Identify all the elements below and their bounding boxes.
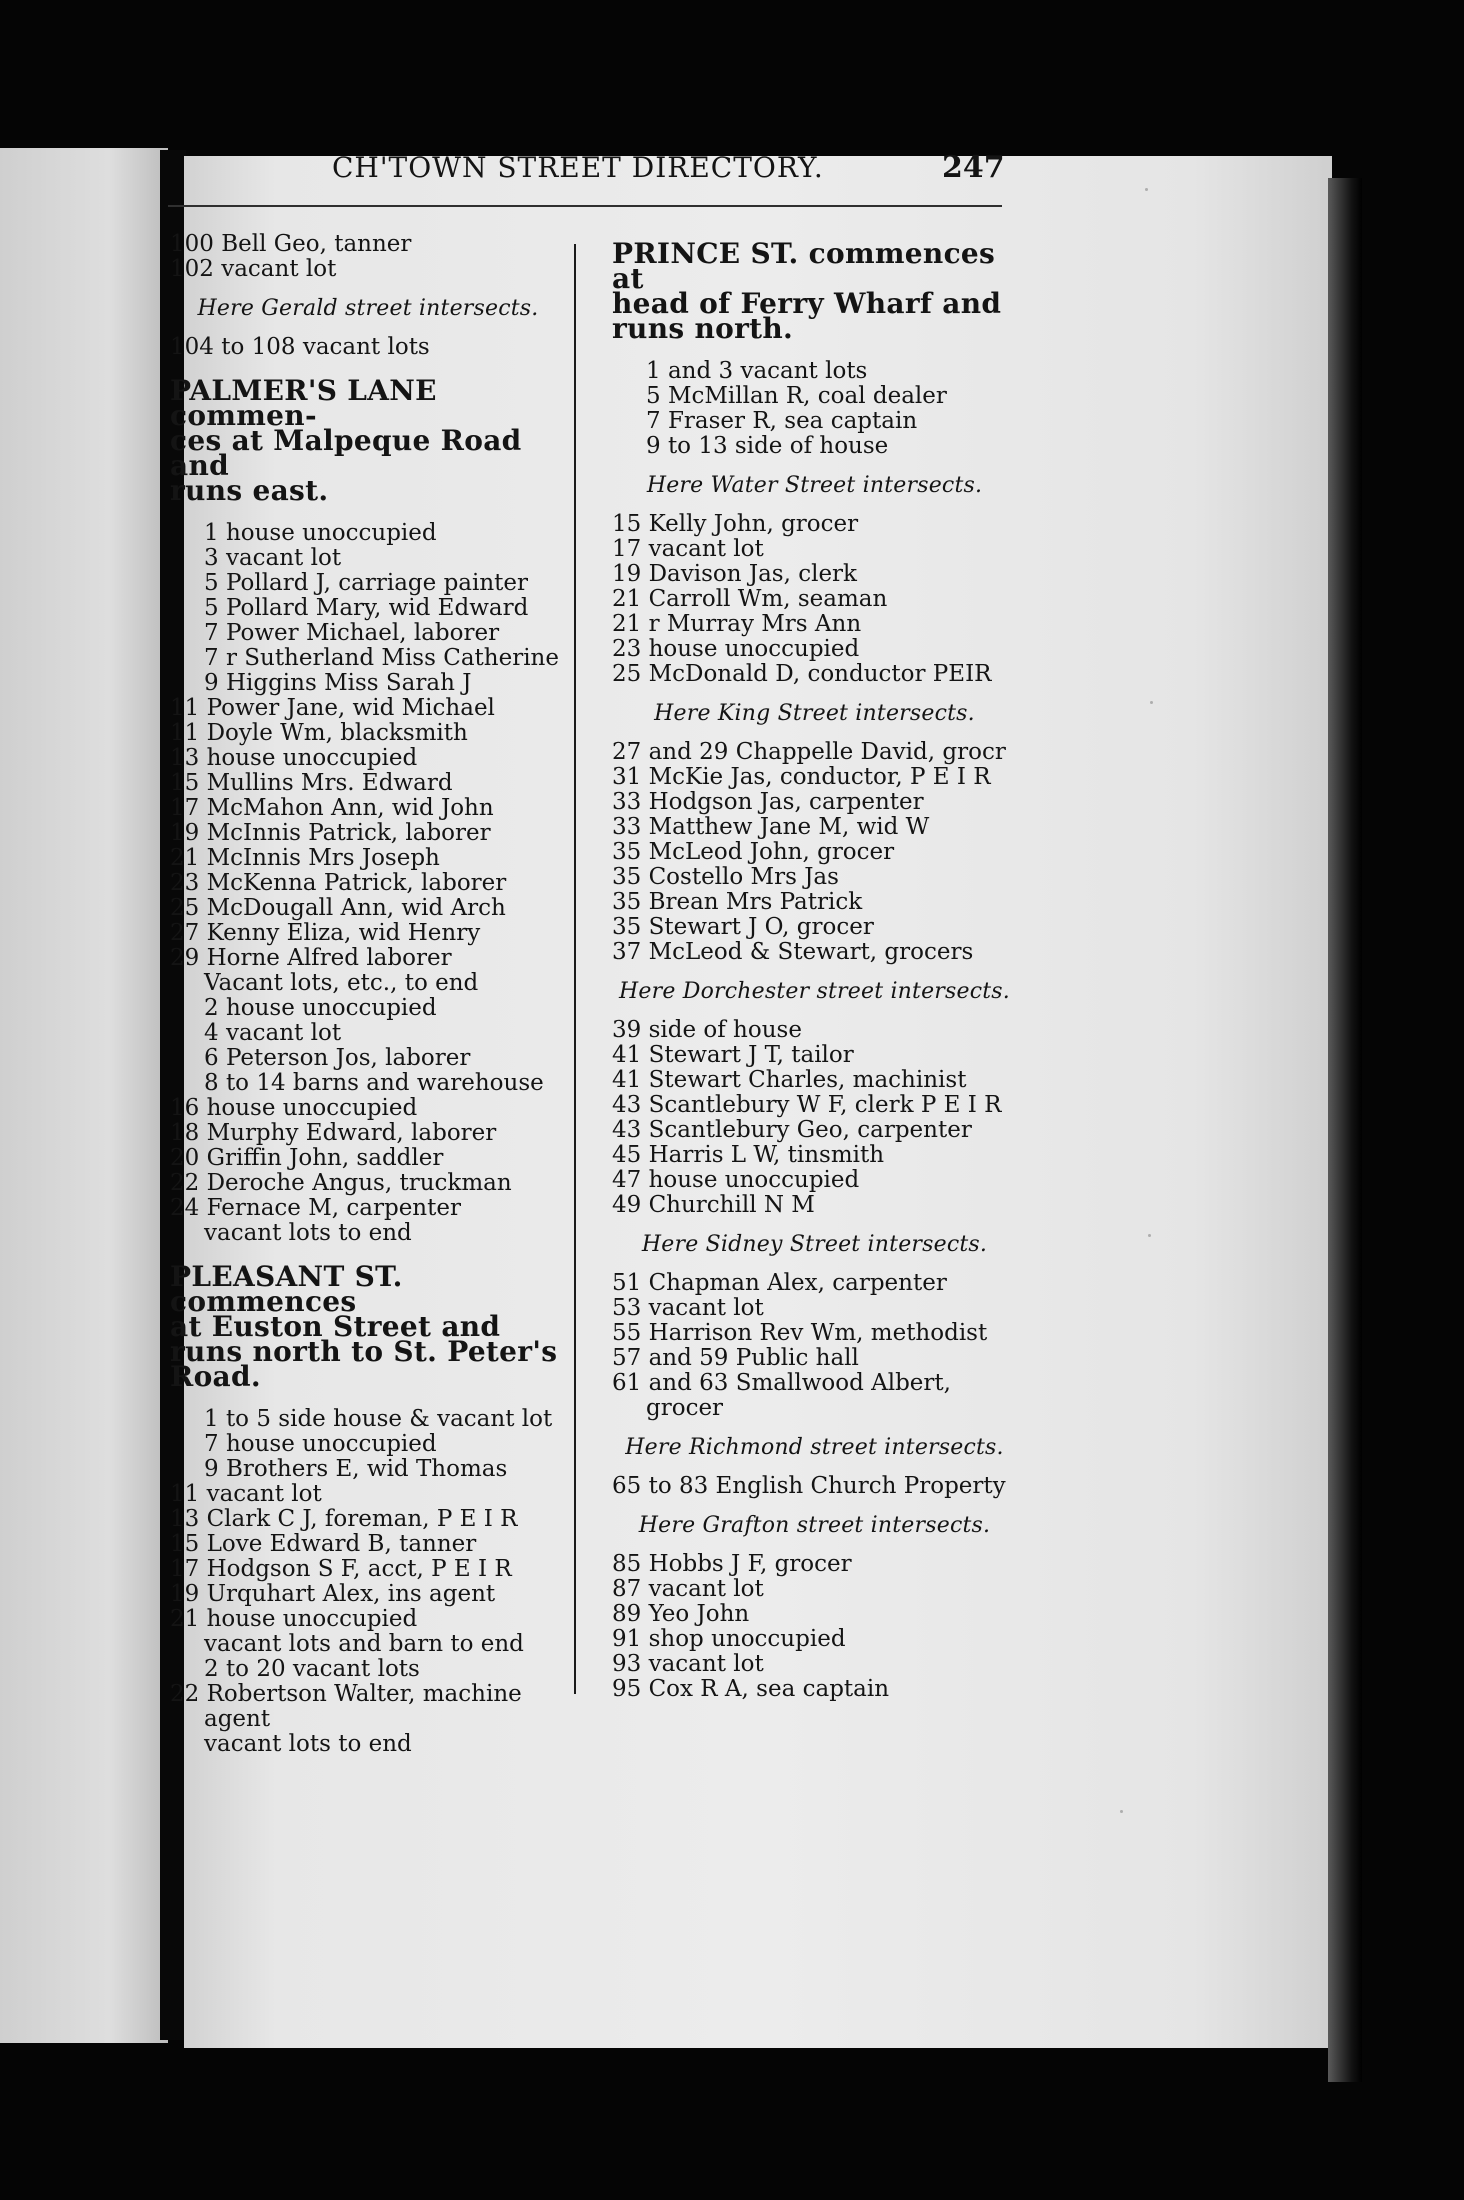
directory-entry: 65 to 83 English Church Property: [612, 1473, 1006, 1499]
directory-entry: 17 Hodgson S F, acct, P E I R: [170, 1556, 512, 1582]
directory-entry: 4 vacant lot: [204, 1020, 342, 1046]
directory-entry: 35 Costello Mrs Jas: [612, 864, 839, 890]
directory-entry: 1 house unoccupied: [204, 520, 437, 546]
header-rule: [168, 205, 1002, 207]
directory-entry: 23 house unoccupied: [612, 636, 860, 662]
directory-entry: 57 and 59 Public hall: [612, 1345, 859, 1371]
directory-entry: 18 Murphy Edward, laborer: [170, 1120, 497, 1146]
directory-entry: 41 Stewart J T, tailor: [612, 1042, 854, 1068]
heading-line: runs east.: [170, 474, 329, 507]
directory-entry: 45 Harris L W, tinsmith: [612, 1142, 885, 1168]
print-speck: [1150, 701, 1153, 704]
directory-entry: 22 Robertson Walter, machine: [170, 1681, 522, 1707]
heading-line: ces at Malpeque Road and: [170, 424, 522, 482]
directory-entry: 8 to 14 barns and warehouse: [204, 1070, 544, 1096]
directory-entry: 25 McDonald D, conductor PEIR: [612, 661, 992, 687]
directory-entry: 35 Stewart J O, grocer: [612, 914, 874, 940]
directory-entry: 1 to 5 side house & vacant lot: [204, 1406, 553, 1432]
directory-entry: 89 Yeo John: [612, 1601, 750, 1627]
heading-line: PRINCE ST. commences at: [612, 237, 996, 295]
heading-line: runs north.: [612, 312, 794, 345]
heading-line: PLEASANT ST. commences: [170, 1260, 403, 1318]
directory-entry: 85 Hobbs J F, grocer: [612, 1551, 852, 1577]
directory-entry: 95 Cox R A, sea captain: [612, 1676, 890, 1702]
directory-entry: vacant lots to end: [204, 1220, 412, 1246]
directory-entry: 43 Scantlebury W F, clerk P E I R: [612, 1092, 1002, 1118]
directory-entry: 27 and 29 Chappelle David, grocr: [612, 739, 1006, 765]
directory-entry: 6 Peterson Jos, laborer: [204, 1045, 471, 1071]
directory-entry: 11 vacant lot: [170, 1481, 322, 1507]
heading-line: at Euston Street and: [170, 1310, 501, 1343]
directory-entry: 100 Bell Geo, tanner: [170, 231, 412, 257]
directory-entry: 7 Power Michael, laborer: [204, 620, 500, 646]
directory-entry: 27 Kenny Eliza, wid Henry: [170, 920, 481, 946]
directory-entry: vacant lots to end: [204, 1731, 412, 1757]
directory-entry: 53 vacant lot: [612, 1295, 764, 1321]
directory-entry: 5 Pollard J, carriage painter: [204, 570, 529, 596]
directory-entry: 93 vacant lot: [612, 1651, 764, 1677]
directory-entry: 20 Griffin John, saddler: [170, 1145, 444, 1171]
directory-entry: 25 McDougall Ann, wid Arch: [170, 895, 506, 921]
directory-entry: 23 McKenna Patrick, laborer: [170, 870, 507, 896]
street-intersection-note: Here Richmond street intersects.: [625, 1435, 1004, 1460]
column-divider: [574, 244, 576, 1694]
street-intersection-note: Here Gerald street intersects.: [197, 296, 539, 321]
directory-entry: 47 house unoccupied: [612, 1167, 860, 1193]
directory-entry: 15 Mullins Mrs. Edward: [170, 770, 453, 796]
heading-line: PALMER'S LANE commen-: [170, 374, 437, 432]
directory-entry: 29 Horne Alfred laborer: [170, 945, 452, 971]
page-number: 247: [942, 150, 1005, 185]
directory-entry: 102 vacant lot: [170, 256, 337, 282]
directory-entry: 55 Harrison Rev Wm, methodist: [612, 1320, 988, 1346]
directory-entry: 7 house unoccupied: [204, 1431, 437, 1457]
print-speck: [1120, 1810, 1123, 1813]
directory-entry: 31 McKie Jas, conductor, P E I R: [612, 764, 991, 790]
directory-entry: 17 McMahon Ann, wid John: [170, 795, 494, 821]
right-page-shadow: [1328, 178, 1362, 2082]
street-intersection-note: Here King Street intersects.: [654, 701, 975, 726]
directory-entry: 15 Kelly John, grocer: [612, 511, 859, 537]
heading-line: runs north to St. Peter's: [170, 1335, 558, 1368]
street-intersection-note: Here Water Street intersects.: [646, 473, 983, 498]
directory-entry: 35 McLeod John, grocer: [612, 839, 895, 865]
directory-entry: grocer: [646, 1395, 724, 1421]
directory-entry: 87 vacant lot: [612, 1576, 764, 1602]
directory-entry: 39 side of house: [612, 1017, 802, 1043]
directory-entry: 91 shop unoccupied: [612, 1626, 846, 1652]
directory-entry: 2 to 20 vacant lots: [204, 1656, 420, 1682]
directory-entry: 1 and 3 vacant lots: [646, 358, 868, 384]
directory-entry: 37 McLeod & Stewart, grocers: [612, 939, 974, 965]
street-section-heading-prince-st: [612, 237, 1017, 345]
directory-entry: 24 Fernace M, carpenter: [170, 1195, 461, 1221]
directory-entry: 41 Stewart Charles, machinist: [612, 1067, 967, 1093]
directory-entry: 2 house unoccupied: [204, 995, 437, 1021]
directory-entry: 3 vacant lot: [204, 545, 342, 571]
directory-entry: 7 Fraser R, sea captain: [646, 408, 918, 434]
directory-entry: 9 to 13 side of house: [646, 433, 889, 459]
directory-entry: 19 Urquhart Alex, ins agent: [170, 1581, 496, 1607]
directory-entry: 21 house unoccupied: [170, 1606, 418, 1632]
street-intersection-note: Here Sidney Street intersects.: [641, 1232, 988, 1257]
directory-entry: 19 Davison Jas, clerk: [612, 561, 857, 587]
heading-line: Road.: [170, 1360, 261, 1393]
directory-entry: 9 Higgins Miss Sarah J: [204, 670, 472, 696]
print-speck: [1145, 188, 1148, 191]
directory-entry: 22 Deroche Angus, truckman: [170, 1170, 512, 1196]
directory-entry: 33 Matthew Jane M, wid W: [612, 814, 930, 840]
directory-entry: 104 to 108 vacant lots: [170, 334, 430, 360]
directory-entry: 21 r Murray Mrs Ann: [612, 611, 862, 637]
street-section-heading-palmers-lane: [170, 374, 566, 507]
print-speck: [1148, 1234, 1151, 1237]
directory-entry: 11 Power Jane, wid Michael: [170, 695, 495, 721]
directory-entry: Vacant lots, etc., to end: [204, 970, 479, 996]
directory-entry: 43 Scantlebury Geo, carpenter: [612, 1117, 972, 1143]
directory-entry: 16 house unoccupied: [170, 1095, 418, 1121]
street-intersection-note: Here Grafton street intersects.: [638, 1513, 991, 1538]
directory-entry: 35 Brean Mrs Patrick: [612, 889, 863, 915]
directory-entry: 11 Doyle Wm, blacksmith: [170, 720, 468, 746]
left-page-edge: [0, 148, 168, 2043]
directory-entry: 19 McInnis Patrick, laborer: [170, 820, 491, 846]
directory-entry: 9 Brothers E, wid Thomas: [204, 1456, 508, 1482]
street-section-heading-pleasant-st: [170, 1260, 566, 1393]
directory-entry: 33 Hodgson Jas, carpenter: [612, 789, 924, 815]
directory-entry: 15 Love Edward B, tanner: [170, 1531, 477, 1557]
directory-entry: 13 house unoccupied: [170, 745, 418, 771]
right-column: [612, 237, 1017, 1702]
directory-entry: 21 McInnis Mrs Joseph: [170, 845, 440, 871]
directory-entry: vacant lots and barn to end: [204, 1631, 524, 1657]
directory-entry: 13 Clark C J, foreman, P E I R: [170, 1506, 518, 1532]
directory-entry: 5 McMillan R, coal dealer: [646, 383, 947, 409]
directory-entry: 49 Churchill N M: [612, 1192, 815, 1218]
directory-entry: 17 vacant lot: [612, 536, 764, 562]
directory-entry: 5 Pollard Mary, wid Edward: [204, 595, 529, 621]
directory-entry: 51 Chapman Alex, carpenter: [612, 1270, 947, 1296]
directory-entry: 61 and 63 Smallwood Albert,: [612, 1370, 951, 1396]
street-intersection-note: Here Dorchester street intersects.: [619, 979, 1010, 1004]
directory-entry: 21 Carroll Wm, seaman: [612, 586, 888, 612]
left-column: [170, 232, 566, 1757]
directory-entry: 7 r Sutherland Miss Catherine: [204, 645, 559, 671]
heading-line: head of Ferry Wharf and: [612, 287, 1002, 320]
running-title: CH'TOWN STREET DIRECTORY.: [332, 151, 824, 184]
directory-entry: agent: [204, 1706, 271, 1732]
